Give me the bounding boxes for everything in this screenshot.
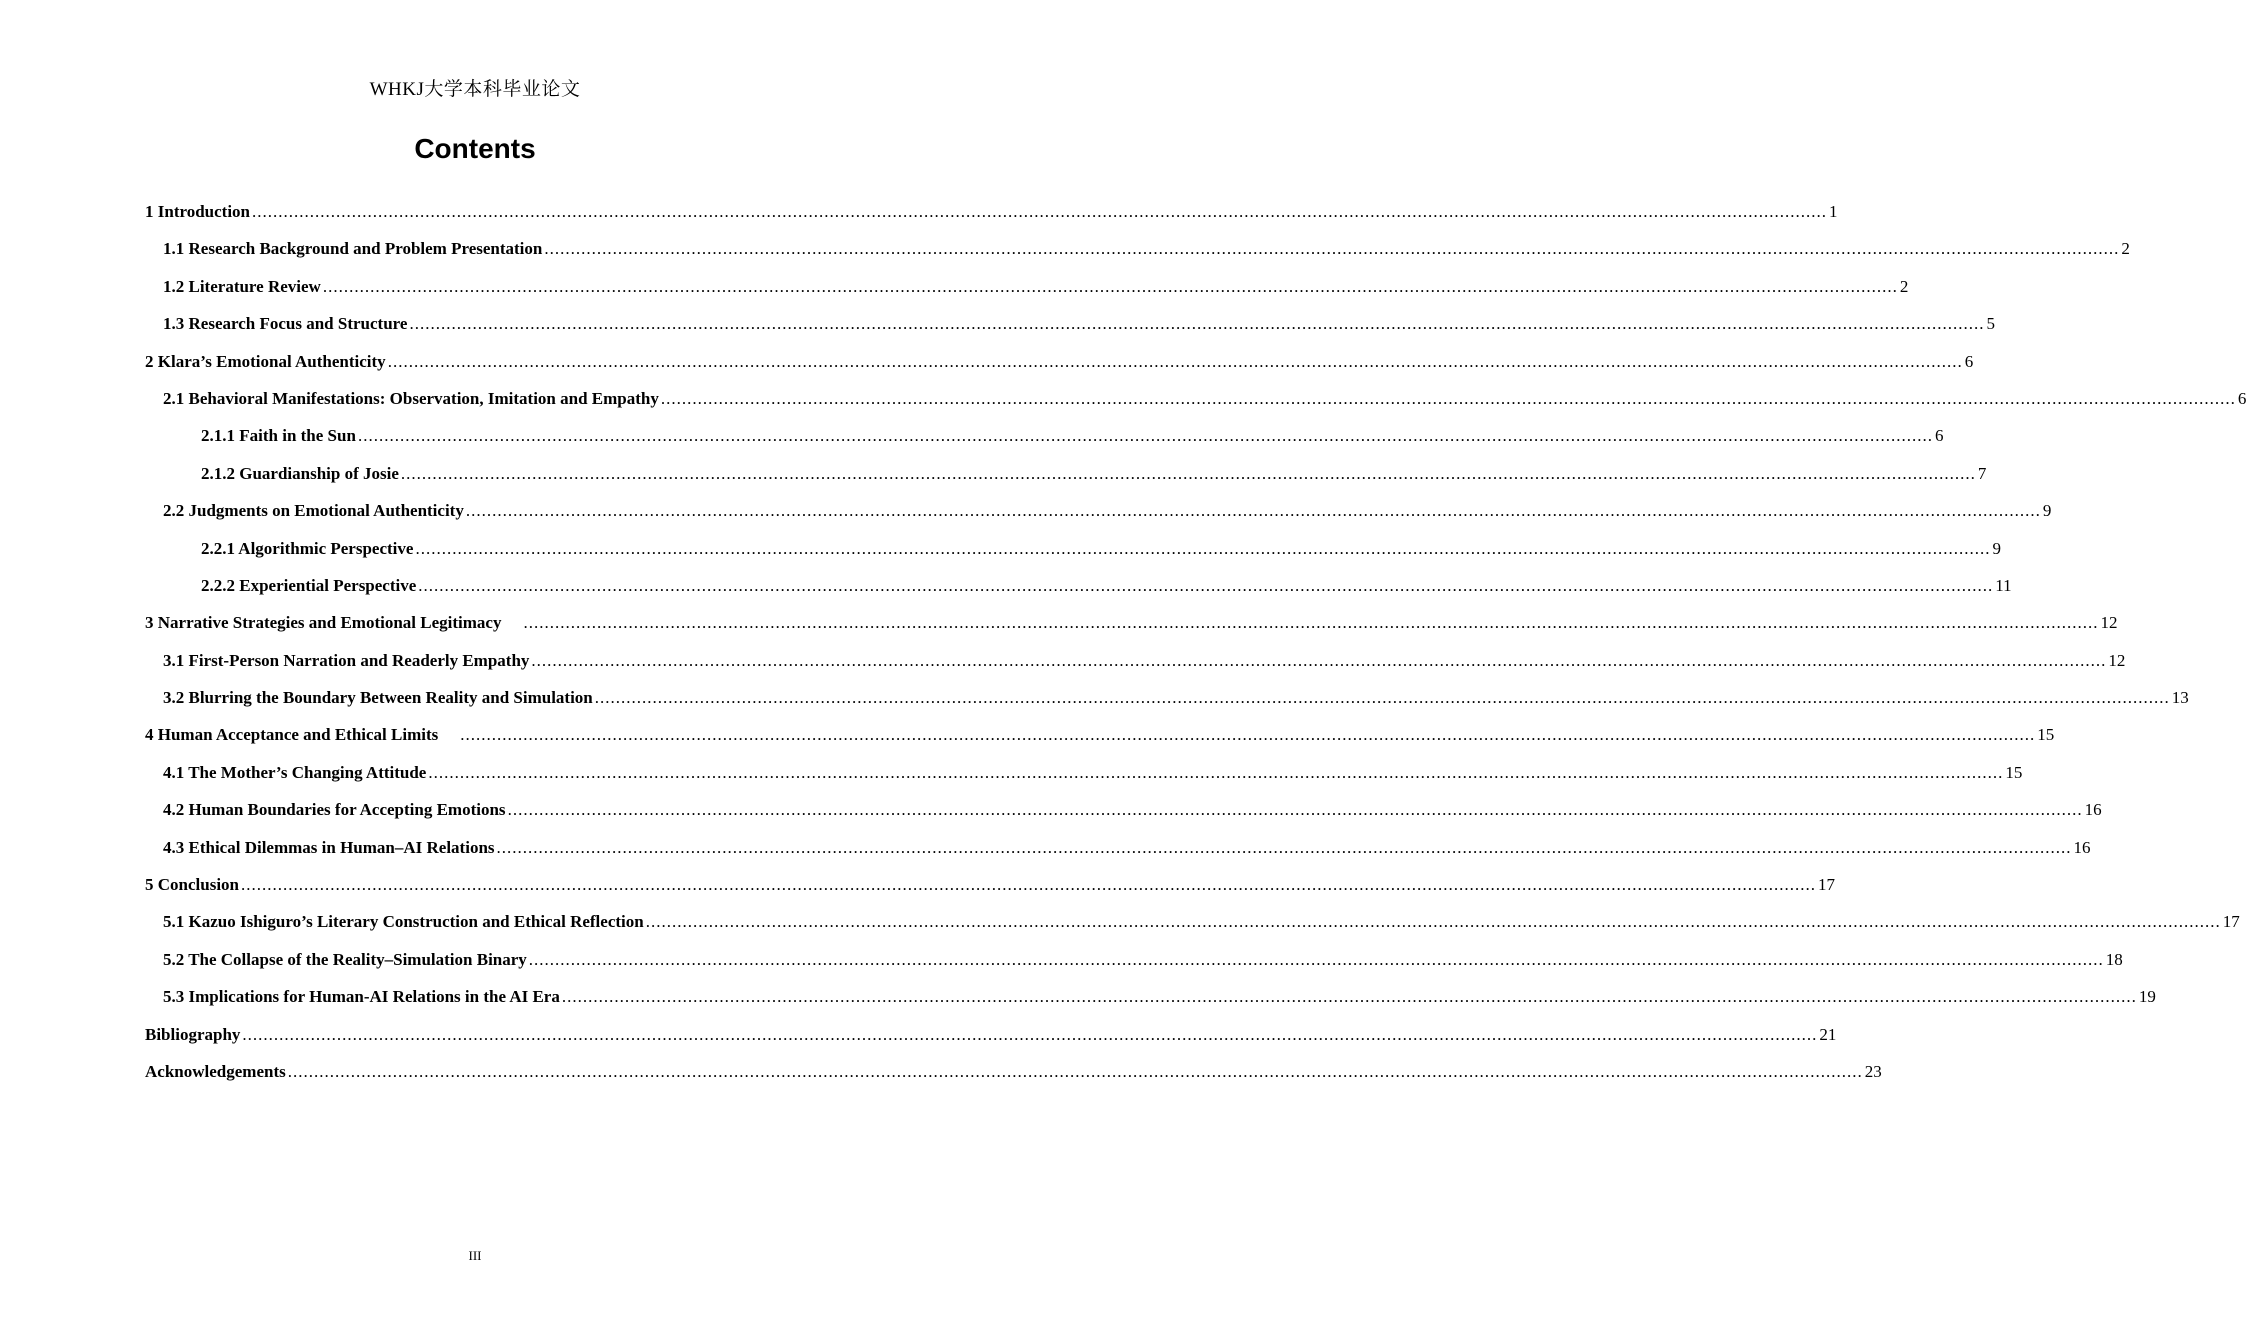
toc-dot-leader: ............................................................................................................................................................................................................................................................................................................ xyxy=(460,725,2036,745)
toc-entry[interactable] xyxy=(145,648,2126,685)
toc-entry[interactable] xyxy=(145,349,1974,386)
page-number: III xyxy=(468,1248,482,1263)
toc-entry-title: 5.2 The Collapse of the Reality–Simulation Binary xyxy=(163,949,527,969)
toc-entry-title: 1.1 Research Background and Problem Presentation xyxy=(163,239,543,259)
toc-dot-leader: ............................................................................................................................................................................................................................................................................................................ xyxy=(322,276,1898,296)
toc-dot-leader: ............................................................................................................................................................................................................................................................................................................ xyxy=(428,762,2004,782)
toc-entry-title: 4.1 The Mother’s Changing Attitude xyxy=(163,762,427,782)
toc-entry[interactable] xyxy=(145,536,2001,573)
toc-entry-page: 17 xyxy=(1818,875,1835,895)
toc-entry-title: 5.1 Kazuo Ishiguro’s Literary Construction and Ethical Reflection xyxy=(163,912,644,932)
toc-entry-page: 12 xyxy=(2100,613,2118,633)
toc-dot-leader: ............................................................................................................................................................................................................................................................................................................ xyxy=(645,912,2221,932)
toc-entry-page: 11 xyxy=(1995,575,2012,595)
toc-entry-title: 2.2.2 Experiential Perspective xyxy=(201,575,417,595)
toc-dot-leader: ............................................................................................................................................................................................................................................................................................................ xyxy=(531,650,2107,670)
toc-dot-leader: ............................................................................................................................................................................................................................................................................................................ xyxy=(287,1061,1863,1081)
toc-entry-title: 2.1 Behavioral Manifestations: Observation, Imitation and Empathy xyxy=(163,388,659,408)
toc-entry-title: 2.2 Judgments on Emotional Authenticity xyxy=(163,501,464,521)
toc-dot-leader: ............................................................................................................................................................................................................................................................................................................ xyxy=(409,314,1985,334)
toc-entry-page: 23 xyxy=(1864,1061,1882,1081)
toc-entry[interactable] xyxy=(145,1059,1882,1096)
toc-dot-leader: ............................................................................................................................................................................................................................................................................................................ xyxy=(387,351,1963,371)
toc-entry[interactable] xyxy=(145,386,2246,423)
toc-entry-title: 4 Human Acceptance and Ethical Limits xyxy=(145,725,439,745)
toc-entry-page: 21 xyxy=(1819,1024,1837,1044)
toc-entry-page: 9 xyxy=(1992,538,2001,558)
toc-entry[interactable] xyxy=(145,236,2130,273)
toc-dot-leader: ............................................................................................................................................................................................................................................................................................................ xyxy=(241,875,1816,895)
toc-entry[interactable] xyxy=(145,498,2052,535)
toc-entry[interactable] xyxy=(145,274,1909,311)
toc-entry-title: 4.3 Ethical Dilemmas in Human–AI Relations xyxy=(163,837,495,857)
running-header: WHKJ大学本科毕业论文 xyxy=(369,79,581,100)
toc-entry[interactable] xyxy=(145,984,2156,1021)
table-of-contents xyxy=(145,199,2246,1096)
toc-entry-title: 3 Narrative Strategies and Emotional Legitimacy xyxy=(145,613,502,633)
toc-entry[interactable] xyxy=(145,423,1944,460)
toc-dot-leader: ............................................................................................................................................................................................................................................................................................................ xyxy=(496,837,2072,857)
toc-entry-page: 6 xyxy=(1934,426,1944,446)
toc-entry-title: Bibliography xyxy=(145,1024,241,1044)
toc-entry[interactable] xyxy=(145,872,1835,909)
toc-entry-page: 5 xyxy=(1986,314,1995,334)
toc-dot-leader: ............................................................................................................................................................................................................................................................................................................ xyxy=(465,501,2041,521)
toc-dot-leader: ............................................................................................................................................................................................................................................................................................................ xyxy=(528,949,2104,969)
toc-entry-page: 15 xyxy=(2005,762,2023,782)
toc-dot-leader: ............................................................................................................................................................................................................................................................................................................ xyxy=(357,426,1933,446)
toc-entry-title: 5 Conclusion xyxy=(145,875,239,895)
toc-entry[interactable] xyxy=(145,311,1995,348)
toc-entry-page: 16 xyxy=(2084,800,2102,820)
toc-entry-page: 18 xyxy=(2105,949,2123,969)
toc-entry-page: 6 xyxy=(1964,351,1974,371)
toc-entry[interactable] xyxy=(145,610,2118,647)
toc-dot-leader: ............................................................................................................................................................................................................................................................................................................ xyxy=(507,800,2083,820)
toc-dot-leader: ............................................................................................................................................................................................................................................................................................................ xyxy=(561,987,2137,1007)
toc-entry-title: 1.3 Research Focus and Structure xyxy=(163,314,408,334)
toc-dot-leader: ............................................................................................................................................................................................................................................................................................................ xyxy=(252,202,1828,221)
toc-entry-title: 1.2 Literature Review xyxy=(163,276,321,296)
toc-entry[interactable] xyxy=(145,461,1987,498)
toc-entry-page: 2 xyxy=(2121,239,2130,259)
toc-entry-title: 2.1.2 Guardianship of Josie xyxy=(201,463,399,483)
toc-entry-page: 6 xyxy=(2237,388,2246,408)
toc-entry[interactable] xyxy=(145,685,2189,722)
toc-entry[interactable] xyxy=(145,573,2012,610)
toc-entry-page: 12 xyxy=(2108,650,2126,670)
toc-entry-page: 19 xyxy=(2138,987,2156,1007)
toc-entry-title: 2 Klara’s Emotional Authenticity xyxy=(145,351,386,371)
toc-entry-page: 17 xyxy=(2222,912,2240,932)
toc-entry-title: 1 Introduction xyxy=(145,202,251,221)
toc-entry[interactable] xyxy=(145,947,2123,984)
toc-entry-page: 16 xyxy=(2073,837,2091,857)
toc-entry[interactable] xyxy=(145,909,2240,946)
toc-entry[interactable] xyxy=(145,835,2091,872)
toc-entry-page: 13 xyxy=(2171,688,2189,708)
toc-entry-page: 1 xyxy=(1829,202,1838,221)
toc-entry-title: 2.1.1 Faith in the Sun xyxy=(201,426,356,446)
toc-dot-leader: ............................................................................................................................................................................................................................................................................................................ xyxy=(418,575,1994,595)
toc-entry-title: 3.2 Blurring the Boundary Between Reality and Simulation xyxy=(163,688,593,708)
toc-entry-page: 7 xyxy=(1977,463,1987,483)
page-title: Contents xyxy=(414,133,536,164)
toc-dot-leader: ............................................................................................................................................................................................................................................................................................................ xyxy=(400,463,1976,483)
toc-entry-title: 4.2 Human Boundaries for Accepting Emotions xyxy=(163,800,506,820)
toc-entry[interactable] xyxy=(145,760,2023,797)
toc-entry[interactable] xyxy=(145,1022,1837,1059)
toc-entry-page: 15 xyxy=(2037,725,2055,745)
toc-entry-page: 9 xyxy=(2042,501,2052,521)
toc-entry-page: 2 xyxy=(1899,276,1909,296)
toc-dot-leader: ............................................................................................................................................................................................................................................................................................................ xyxy=(242,1024,1818,1044)
toc-entry-title: 2.2.1 Algorithmic Perspective xyxy=(201,538,414,558)
toc-entry-title: 5.3 Implications for Human-AI Relations in the AI Era xyxy=(163,987,560,1007)
toc-entry[interactable] xyxy=(145,199,1838,236)
toc-entry-title: 3.1 First-Person Narration and Readerly Empathy xyxy=(163,650,530,670)
toc-entry[interactable] xyxy=(145,797,2102,834)
toc-entry[interactable] xyxy=(145,722,2055,759)
toc-dot-leader: ............................................................................................................................................................................................................................................................................................................ xyxy=(544,239,2120,259)
toc-dot-leader: ............................................................................................................................................................................................................................................................................................................ xyxy=(594,688,2170,708)
toc-dot-leader: ............................................................................................................................................................................................................................................................................................................ xyxy=(523,613,2099,633)
toc-entry-title: Acknowledgements xyxy=(145,1061,286,1081)
toc-dot-leader: ............................................................................................................................................................................................................................................................................................................ xyxy=(660,388,2236,408)
toc-dot-leader: ............................................................................................................................................................................................................................................................................................................ xyxy=(415,538,1991,558)
